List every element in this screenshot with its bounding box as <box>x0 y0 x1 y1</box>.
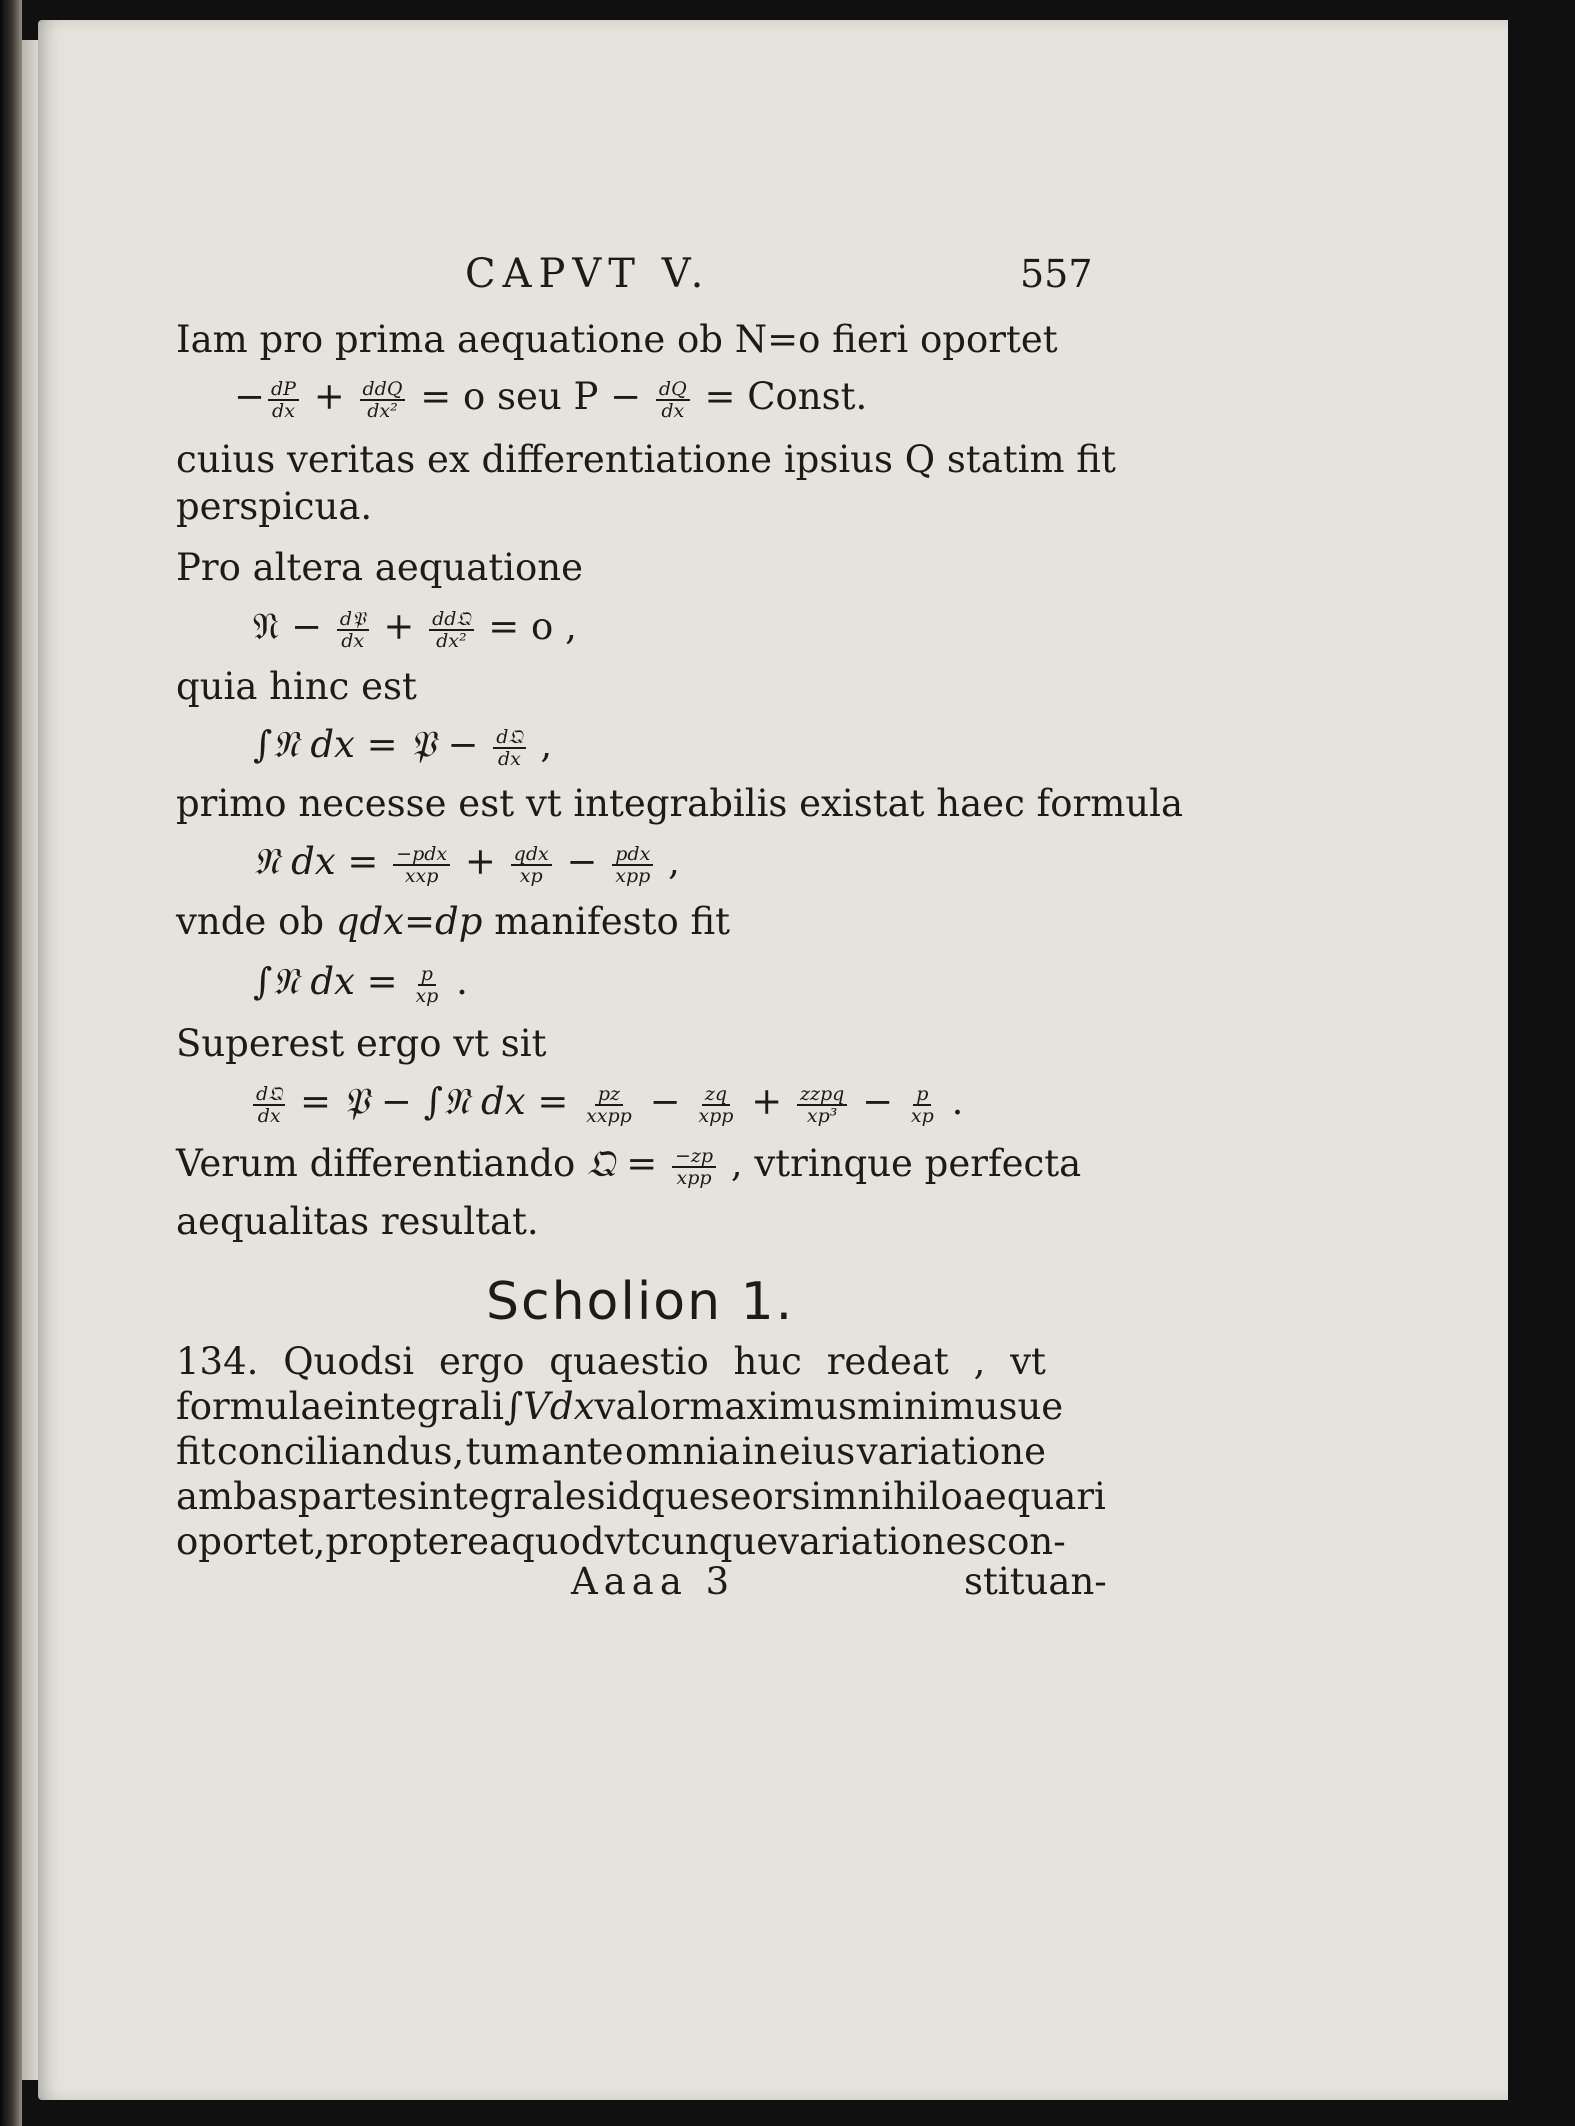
eq2-frac-2-den: dx² <box>436 629 467 652</box>
eq4-frac-1-den: xxp <box>404 864 439 887</box>
equation-6 <box>253 960 468 1006</box>
word: ambas <box>176 1475 298 1518</box>
eq7-frac-4-den: xp <box>910 1104 934 1127</box>
text-line-1: Iam pro prima aequatione ob N=o fieri oportet <box>176 318 1058 361</box>
eq6-lhs: ∫𝔑 dx = <box>253 960 398 1003</box>
eq1-frac-2 <box>360 379 406 421</box>
eq6-frac-den: xp <box>415 984 439 1007</box>
equation-7 <box>250 1080 963 1126</box>
eq8-lhs: 𝔔 = <box>587 1142 658 1185</box>
word: valor <box>594 1385 690 1428</box>
book-page <box>38 20 1508 2100</box>
eq2-plus: + <box>383 605 415 648</box>
eq4-frac-2 <box>511 844 552 886</box>
word: variatione <box>856 1430 1046 1473</box>
word: quod <box>511 1520 605 1563</box>
text-line-9-a: Verum differentiando <box>176 1142 576 1185</box>
word: 134. <box>176 1340 259 1383</box>
word: oportet <box>176 1520 314 1563</box>
word: eius <box>778 1430 856 1473</box>
word: huc <box>733 1340 802 1383</box>
text-line-2: cuius veritas ex differentiatione ipsius Q statim fit <box>176 438 1116 481</box>
word: ante <box>540 1430 624 1473</box>
text-line-7-a: vnde ob <box>176 900 325 943</box>
eq8-frac <box>672 1146 716 1188</box>
text-line-9 <box>176 1142 1081 1188</box>
equation-3 <box>253 723 552 769</box>
word: in <box>741 1430 778 1473</box>
text-line-4: Pro altera aequatione <box>176 546 584 589</box>
inline-formula-qdx: qdx=dp <box>335 900 483 943</box>
eq7-minus-1: − <box>649 1080 681 1123</box>
word: integrales <box>417 1475 606 1518</box>
text-line-7-b: manifesto fit <box>494 900 731 943</box>
eq4-frac-1-num: −pdx <box>393 844 450 866</box>
eq6-tail: . <box>456 960 468 1003</box>
scholion-line-2 <box>176 1385 1064 1429</box>
eq7-tail: . <box>951 1080 964 1123</box>
word: minimusue <box>856 1385 1064 1428</box>
text-line-5: quia hinc est <box>176 665 417 708</box>
equation-4 <box>253 840 680 886</box>
eq1-const: = Const. <box>704 375 868 418</box>
eq1-frac-1-num: dP <box>268 379 299 401</box>
eq1-frac-2-num: ddQ <box>360 379 406 401</box>
word: variationes <box>778 1520 987 1563</box>
inline-formula-Vdx: ∫Vdx <box>503 1385 595 1428</box>
eq2-rhs: = o , <box>488 605 577 648</box>
word: quaestio <box>549 1340 709 1383</box>
text-line-3: perspicua. <box>176 485 373 528</box>
eq1-plus: + <box>313 375 345 418</box>
eq4-frac-2-num: qdx <box>511 844 552 866</box>
word: conciliandus, <box>217 1430 465 1473</box>
word: , <box>313 1520 326 1563</box>
eq1-P: P − <box>573 375 642 418</box>
eq4-frac-3 <box>612 844 653 886</box>
eq1-seu: seu <box>497 375 562 418</box>
eq7-frac-4 <box>908 1084 937 1126</box>
text-line-6: primo necesse est vt integrabilis existat haec formula <box>176 782 1184 825</box>
eq3-frac-den: dx <box>497 747 521 770</box>
word: con- <box>986 1520 1066 1563</box>
word: maximus <box>689 1385 857 1428</box>
eq8-frac-den: xpp <box>676 1166 712 1189</box>
eq1-frac-3-num: dQ <box>656 379 690 401</box>
word: seorsim <box>710 1475 858 1518</box>
word: tum <box>465 1430 540 1473</box>
word: vt <box>1010 1340 1046 1383</box>
word: fit <box>176 1430 216 1473</box>
eq2-frac-1-den: dx <box>341 629 365 652</box>
eq7-frac-3-den: xp³ <box>806 1104 838 1127</box>
eq6-frac <box>412 964 441 1006</box>
word: , <box>973 1340 986 1383</box>
equation-1 <box>234 375 867 421</box>
eq3-frac-num: d𝔔 <box>493 727 525 749</box>
eq7-frac-3-num: zzpq <box>797 1084 847 1106</box>
equation-2 <box>253 605 577 651</box>
word: partes <box>297 1475 418 1518</box>
scholion-line-5 <box>176 1520 1066 1564</box>
eq4-plus: + <box>464 840 496 883</box>
word: formulae <box>176 1385 345 1428</box>
eq1-frac-2-den: dx² <box>367 399 398 422</box>
eq1-equals-zero: = o <box>420 375 486 418</box>
eq7-frac-0-num: d𝔔 <box>253 1084 285 1106</box>
word: aequari <box>962 1475 1106 1518</box>
eq4-frac-3-den: xpp <box>615 864 651 887</box>
eq4-lhs: 𝔑 dx = <box>253 840 379 883</box>
eq1-frac-3 <box>656 379 690 421</box>
word: omnia <box>625 1430 741 1473</box>
eq7-frac-3 <box>797 1084 847 1126</box>
eq8-frac-num: −zp <box>672 1146 716 1168</box>
running-head: CAPVT V. <box>465 251 711 297</box>
text-line-7 <box>176 900 730 944</box>
eq1-frac-1-den: dx <box>272 399 295 422</box>
scholion-line-3 <box>176 1430 1046 1474</box>
eq7-frac-2-num: zq <box>702 1084 730 1106</box>
eq4-tail: , <box>668 840 680 883</box>
eq7-frac-1 <box>583 1084 635 1126</box>
eq7-minus-2: − <box>862 1080 894 1123</box>
word: propterea <box>325 1520 512 1563</box>
page-number: 557 <box>1020 252 1093 296</box>
eq1-minus: − <box>234 375 266 418</box>
eq2-lhs: 𝔑 − <box>253 605 323 648</box>
eq2-frac-1-num: d𝔓 <box>337 609 369 631</box>
eq4-frac-2-den: xp <box>519 864 543 887</box>
eq7-frac-2 <box>695 1084 736 1126</box>
word: integrali <box>344 1385 504 1428</box>
scholion-line-4 <box>176 1475 1106 1519</box>
eq4-frac-3-num: pdx <box>612 844 653 866</box>
eq7-frac-0-den: dx <box>257 1104 281 1127</box>
eq3-tail: , <box>540 723 553 766</box>
word: vtcunque <box>604 1520 779 1563</box>
eq4-frac-1 <box>393 844 450 886</box>
eq7-frac-0 <box>253 1084 285 1126</box>
text-line-9-b: , vtrinque perfecta <box>730 1142 1082 1185</box>
eq7-frac-1-den: xxpp <box>586 1104 632 1127</box>
eq1-frac-3-den: dx <box>661 399 685 422</box>
text-line-10: aequalitas resultat. <box>176 1200 539 1243</box>
word: ergo <box>438 1340 525 1383</box>
eq7-frac-4-num: p <box>913 1084 931 1106</box>
book-spine <box>0 0 22 2126</box>
eq2-frac-2 <box>429 609 473 651</box>
eq7-frac-1-num: pz <box>595 1084 623 1106</box>
eq7-plus: + <box>751 1080 783 1123</box>
word: redeat <box>826 1340 949 1383</box>
word: nihilo <box>857 1475 963 1518</box>
eq6-frac-num: p <box>418 964 436 986</box>
word: Quodsi <box>283 1340 415 1383</box>
text-line-8: Superest ergo vt sit <box>176 1022 547 1065</box>
eq2-frac-1 <box>337 609 369 651</box>
catchword: stituan- <box>964 1560 1107 1603</box>
eq7-frac-2-den: xpp <box>698 1104 734 1127</box>
eq3-lhs: ∫𝔑 dx = 𝔓 − <box>253 723 479 766</box>
eq7-mid: = 𝔓 − ∫𝔑 dx = <box>300 1080 569 1123</box>
scholion-line-1 <box>176 1340 1046 1384</box>
eq2-frac-2-num: dd𝔔 <box>429 609 473 631</box>
section-heading: Scholion 1. <box>486 1272 795 1332</box>
eq3-frac <box>493 727 525 769</box>
word: idque <box>605 1475 711 1518</box>
eq4-minus: − <box>566 840 598 883</box>
eq1-frac-1 <box>268 379 299 421</box>
signature-mark: Aaaa 3 <box>571 1560 736 1603</box>
